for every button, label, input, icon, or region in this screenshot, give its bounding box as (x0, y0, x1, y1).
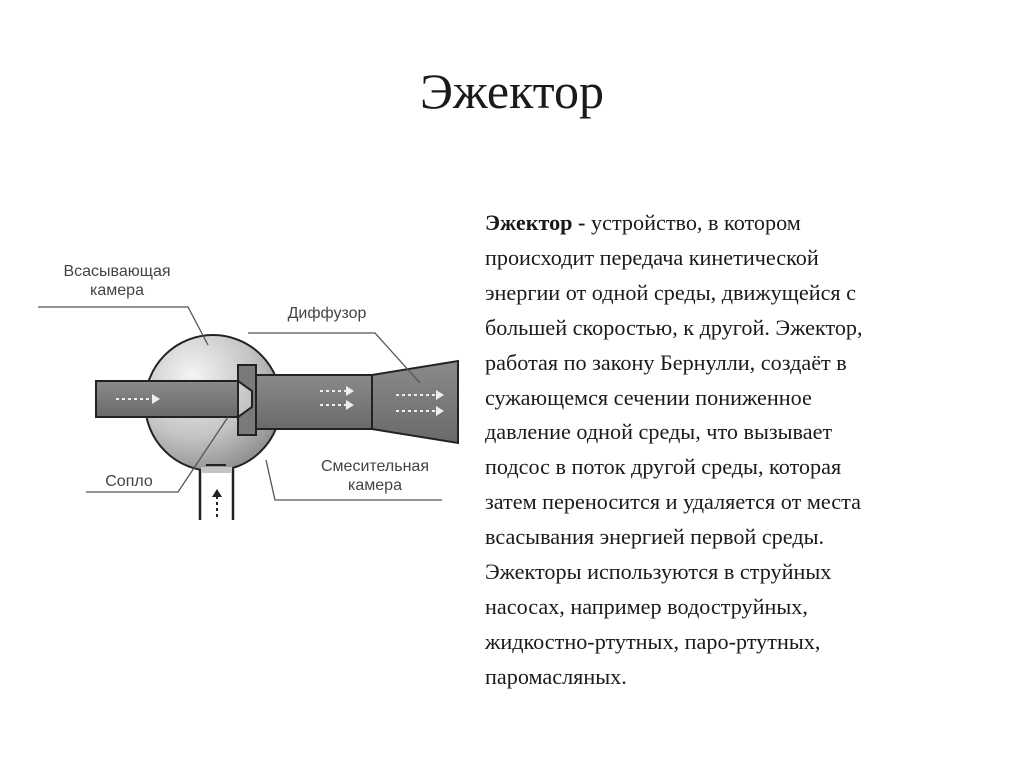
suction-chamber-label-line1: Всасывающая (63, 263, 171, 280)
definition-line: жидкостно-ртутных, паро-ртутных, (485, 628, 821, 654)
definition-line: всасывания энергией первой среды. (485, 524, 825, 550)
diffuser-label: Диффузор (287, 305, 367, 322)
definition-line: затем переносится и удаляется от места (485, 489, 861, 515)
definition-line: насосах, например водоструйных, (485, 593, 808, 619)
definition-line: подсос в поток другой среды, которая (485, 454, 842, 480)
mixing-chamber-label-line1: Смесительная (321, 458, 429, 475)
slide-title: Эжектор (420, 63, 604, 119)
definition-line: сужающемся сечении пониженное (485, 384, 812, 410)
definition-line: происходит передача кинетической (485, 244, 819, 270)
definition-line: Эжекторы используются в струйных (485, 559, 832, 585)
definition-line-0 (485, 206, 1005, 241)
mixing-chamber-label-line2: камера (348, 477, 402, 494)
suction-chamber-label-line2: камера (90, 282, 144, 299)
suction-chamber-label (32, 262, 202, 300)
definition-line: большей скоростью, к другой. Эжектор, (485, 314, 863, 340)
definition-line: паромасляных. (485, 663, 627, 689)
definition-term: Эжектор - (485, 210, 586, 235)
ejector-diagram (30, 245, 470, 535)
diffuser-cone (372, 361, 458, 443)
mixing-chamber-label (300, 457, 450, 495)
mixing-chamber (256, 375, 372, 429)
definition-line: давление одной среды, что вызывает (485, 419, 833, 445)
definition-line-text: устройство, в котором (585, 210, 801, 235)
definition-text (485, 206, 1005, 695)
definition-line: работая по закону Бернулли, создаёт в (485, 349, 847, 375)
nozzle-label: Сопло (105, 473, 153, 490)
definition-line: энергии от одной среды, движущейся с (485, 279, 857, 305)
